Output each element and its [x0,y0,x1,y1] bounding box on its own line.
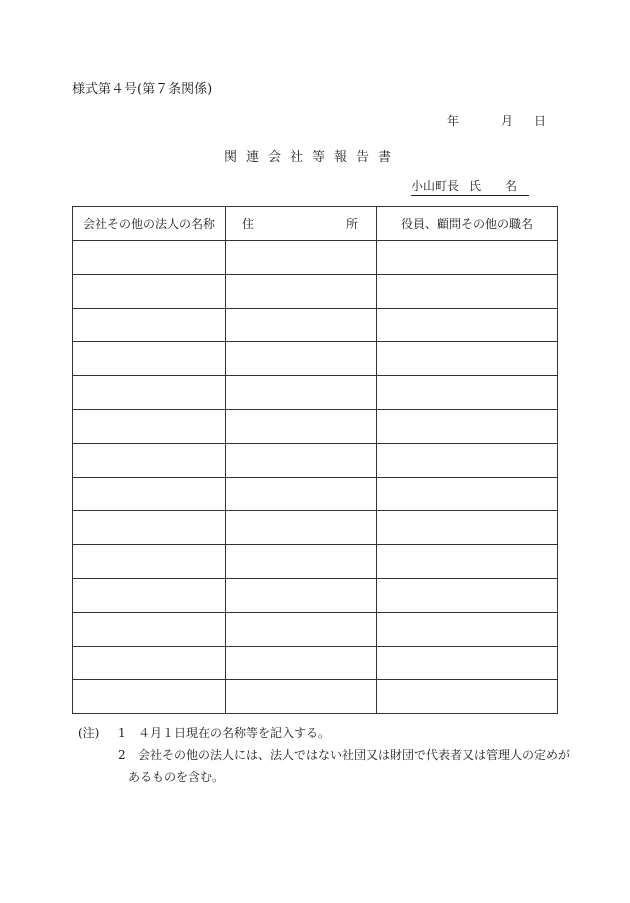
table-row [73,578,558,612]
address-cell[interactable] [226,409,377,443]
note-number: 2 [118,748,126,762]
address-cell[interactable] [226,646,377,680]
company-name-cell[interactable] [73,376,226,410]
position-cell[interactable] [377,342,558,376]
table-header-row [73,207,558,241]
table-row [73,409,558,443]
table-row [73,680,558,714]
report-table [72,206,558,714]
company-name-cell[interactable] [73,612,226,646]
note-number: 1 [118,726,126,740]
company-name-cell[interactable] [73,511,226,545]
note-text-continuation: あるものを含む。 [128,770,225,784]
column-header-address-part-1: 住 [242,217,255,231]
position-cell[interactable] [377,477,558,511]
position-cell[interactable] [377,511,558,545]
addressee-name-label-2: 名 [505,179,518,193]
table-body [73,241,558,714]
address-cell[interactable] [226,477,377,511]
document-title: 関連会社等報告書 [224,150,401,165]
address-cell[interactable] [226,612,377,646]
note-item-2-continuation [78,766,570,788]
company-name-cell[interactable] [73,578,226,612]
position-cell[interactable] [377,545,558,579]
table-row [73,545,558,579]
company-name-cell[interactable] [73,342,226,376]
column-header-company-name: 会社その他の法人の名称 [73,207,226,241]
column-header-position: 役員、顧問その他の職名 [377,207,558,241]
position-cell[interactable] [377,409,558,443]
table-row [73,612,558,646]
table-row [73,477,558,511]
address-cell[interactable] [226,241,377,275]
address-cell[interactable] [226,308,377,342]
table-row [73,274,558,308]
date-month-label: 月 [501,114,514,128]
form-number: 様式第４号(第７条関係) [72,82,213,97]
addressee-name-label-1: 氏 [469,179,482,193]
note-text: ４月１日現在の名称等を記入する。 [138,726,331,740]
company-name-cell[interactable] [73,545,226,579]
column-header-address [226,207,377,241]
table-row [73,646,558,680]
position-cell[interactable] [377,578,558,612]
table-row [73,443,558,477]
company-name-cell[interactable] [73,241,226,275]
company-name-cell[interactable] [73,477,226,511]
address-cell[interactable] [226,342,377,376]
note-text: 会社その他の法人には、法人ではない社団又は財団で代表者又は管理人の定めが [138,748,571,762]
address-cell[interactable] [226,443,377,477]
address-cell[interactable] [226,376,377,410]
column-header-address-part-2: 所 [345,217,358,231]
company-name-cell[interactable] [73,443,226,477]
company-name-cell[interactable] [73,308,226,342]
notes-section [78,722,570,788]
table-row [73,241,558,275]
position-cell[interactable] [377,443,558,477]
company-name-cell[interactable] [73,646,226,680]
note-item-2 [78,744,570,766]
table-row [73,342,558,376]
date-day-label: 日 [534,114,547,128]
position-cell[interactable] [377,376,558,410]
address-cell[interactable] [226,511,377,545]
table-row [73,376,558,410]
table-row [73,511,558,545]
company-name-cell[interactable] [73,680,226,714]
table-row [73,308,558,342]
position-cell[interactable] [377,612,558,646]
position-cell[interactable] [377,274,558,308]
address-cell[interactable] [226,578,377,612]
date-year-label: 年 [447,114,460,128]
company-name-cell[interactable] [73,274,226,308]
notes-label: (注) [78,726,100,740]
address-cell[interactable] [226,680,377,714]
position-cell[interactable] [377,680,558,714]
position-cell[interactable] [377,241,558,275]
note-item-1 [78,722,570,744]
company-name-cell[interactable] [73,409,226,443]
address-cell[interactable] [226,545,377,579]
date-line [447,112,546,129]
addressee-office: 小山町長 [411,179,460,193]
address-cell[interactable] [226,274,377,308]
position-cell[interactable] [377,646,558,680]
position-cell[interactable] [377,308,558,342]
addressee-line [411,177,529,196]
